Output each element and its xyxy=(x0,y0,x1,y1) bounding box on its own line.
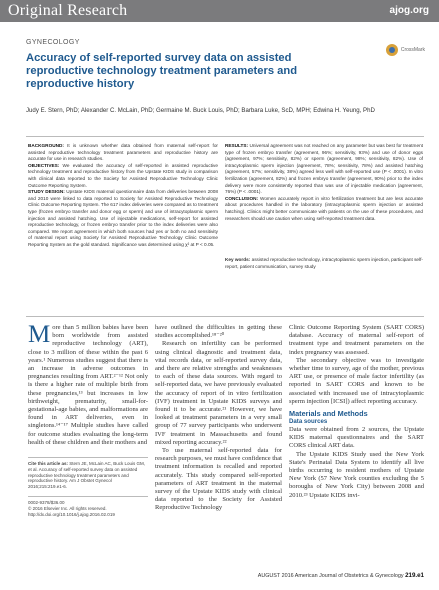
background-text: It is unknown whether data obtained from maternal self-report for assisted reproductive technology treatment parameters and reproductive history are accurate for use in research studies. xyxy=(28,143,218,162)
footer-journal: American Journal of Obstetrics & Gynecology xyxy=(294,573,404,579)
objectives-text: We evaluated the accuracy of self-reported in assisted reproductive technology treatment and reproductive history from the Upstate KIDS study in comparison with clinical data reported to the Society for Assisted Reproductive Technology Clinic Outcome Reporting System. xyxy=(28,162,218,188)
crossmark-icon xyxy=(386,44,398,56)
issn: 0002-9378/$36.00 xyxy=(28,500,65,505)
article-category: GYNECOLOGY xyxy=(26,39,80,46)
article-meta xyxy=(28,500,148,517)
data-sources-heading: Data sources xyxy=(289,418,328,426)
citation-block xyxy=(28,461,148,490)
abstract-background xyxy=(28,143,218,163)
citation-text: Stern JE, McLain AC, Buck Louis GM, et al. Accuracy of self-reported survey data on assisted reproductive technology treatment parameters and reproductive history. Am J Obstet Gynecol 2016;215:219.e1-6. xyxy=(28,461,146,490)
paragraph: Research on infertility can be performed using clinical diagnostic and treatment data, vital records data, or self-reported survey data, and there are relative strengths and weaknesses to each of these data sources. With regard to self-reported data, we have previously evaluated the accuracy of report of in vitro fertilization (IVF) treatment in Upstate KIDS surveys and found it to be accurate.²¹ However, we have looked at treatment parameters in a very small group of 77 survey participants who underwent IVF treatment in Massachusetts and found mixed reporting accuracy.²² xyxy=(155,340,282,446)
methods-heading: Materials and Methods xyxy=(289,409,368,419)
keywords-label: Key words: xyxy=(225,257,251,262)
paragraph: have outlined the difficulties in getting these studies accomplished.¹⁸⁻²⁰ xyxy=(155,324,282,340)
background-label: BACKGROUND: xyxy=(28,143,64,148)
abstract-objectives xyxy=(28,163,218,189)
keywords-text: assisted reproductive technology, intracytoplasmic sperm injection, participant self-report, patient communication, survey study xyxy=(225,257,423,269)
meta-divider xyxy=(28,496,148,497)
design-text: Upstate KIDS maternal questionnaire data from deliveries between 2008 and 2010 were linked to data reported to Society for Assisted Reproductive Technology Clinic Outcome Reporting System. The 617 index deliveries were compared as to treatment type (frozen embryo transfer and donor egg or sperm) and use of intracytoplasmic sperm injection and assisted hatching. Use of injectable medications, self-report for assisted reproductive technology, or frozen embryo transfer prior to the index deliveries were also compared. We report agreement in which both sources had yes or both no and sensitivity of maternal report using Society for Assisted Reproductive Technology Clinic Outcome Reporting System as the gold standard. Significance was determined using χ² at P < 0.05. xyxy=(28,189,218,247)
results-label: RESULTS: xyxy=(225,143,249,148)
objectives-label: OBJECTIVES: xyxy=(28,162,60,168)
conclusion-label: CONCLUSION: xyxy=(225,195,259,201)
abstract-bottom-divider xyxy=(26,316,424,317)
abstract-design xyxy=(28,189,218,248)
paragraph: The secondary objective was to investigate whether time to survey, age of the mother, previous ART use, or presence of male factor infertility (as reported in SART CORS and known to be associated with increased use of intracytoplasmic sperm injection [ICSI]) affect reporting accuracy. xyxy=(289,356,424,405)
author-list: Judy E. Stern, PhD; Alexander C. McLain, PhD; Germaine M. Buck Louis, PhD; Barbara Luke, ScD, MPH; Edwina H. Yeung, PhD xyxy=(26,107,375,114)
citation-label: Cite this article as: xyxy=(28,461,69,466)
journal-header-bar xyxy=(0,0,439,22)
crossmark-label: CrossMark xyxy=(400,47,425,53)
doi-link[interactable]: http://dx.doi.org/10.1016/j.ajog.2016.02.019 xyxy=(28,511,115,517)
design-label: STUDY DESIGN: xyxy=(28,189,65,195)
body-column-2 xyxy=(155,324,282,513)
page-number: 219.e1 xyxy=(405,572,424,579)
abstract-results xyxy=(225,143,423,196)
footer-month: AUGUST 2016 xyxy=(257,573,294,579)
article-title: Accuracy of self-reported survey data on assisted reproductive technology treatment parameters and reproductive history xyxy=(26,52,298,90)
paragraph: The Upstate KIDS Study used the New York State's Perinatal Data System to identify all live births occurring to resident mothers of Upstate New York (57 New York counties excluding the 5 boroughs of New York City) between 2008 and 2010.²³ Upstate KIDS invi- xyxy=(289,450,424,499)
intro-paragraph xyxy=(28,321,148,447)
body-column-1 xyxy=(28,321,148,447)
drop-cap: M xyxy=(28,321,51,348)
results-text: Universal agreement was not reached on any parameter but was best for treatment type of frozen embryo transfer (agreement, 96%; sensitivity, 93%) and use of donor eggs (agreement, 97%; sensitivity, 82%) or sperm (agreement, 98%; sensitivity, 82%). Use of intracytoplasmic sperm injection (agreement, 78%; sensitivity, 78%) and assisted hatching (agreement, 57%; sensitivity, 38%) agreed less well with self-reported use (P < .0001). In vitro fertilization (agreement, 82%) and frozen embryo transfer (agreement, 90%) prior to the index delivery were more consistently reported than was use of injectable medication (agreement, 76%) (P < .0001). xyxy=(225,143,423,195)
body-column-3 xyxy=(289,324,424,500)
abstract-top-divider xyxy=(26,136,424,137)
paragraph: To use maternal self-reported data for research purposes, we must have confidence that treatment information is recalled and reported accurately. This study compared self-reported parameters of ART treatment in the maternal survey of the Upstate KIDS study with clinical data reported to the Society for Assisted Reproductive Technology xyxy=(155,447,282,512)
section-title: Original Research xyxy=(8,2,128,19)
journal-site-link[interactable]: ajog.org xyxy=(389,5,429,16)
crossmark-button[interactable] xyxy=(386,44,425,56)
intro-text: ore than 5 million babies have been born worldwide from assisted reproductive technology (ART), close to 3 million of these within the past 6 years.¹ Numerous studies suggest that there is an increase in adverse outcomes in pregnancies resulting from ART.²⁻¹² Not only is there a higher rate of multiple birth from these pregnancies,¹³ but increases in low birthweight, prematurity, small-for-gestational-age babies, and malformations are found in ART deliveries, even in singletons.¹⁴⁻¹⁷ Multiple studies have called for outcome studies evaluating the long-term health of these children and their mothers and xyxy=(28,324,148,446)
abstract-conclusion xyxy=(225,196,423,222)
abstract-right-column xyxy=(225,143,423,222)
abstract-left-column xyxy=(28,143,218,249)
conclusion-text: Women accurately report in vitro fertilization treatment but are less accurate about procedures handled in the laboratory (intracytoplasmic sperm injection or assisted hatching). Clinics might better communicate with patients on the use of these procedures, and researchers should use caution when using self-reported treatment data. xyxy=(225,195,423,221)
copyright: © 2016 Elsevier Inc. All rights reserved. xyxy=(28,505,107,511)
paragraph: Data were obtained from 2 sources, the Upstate KIDS maternal questionnaires and the SART CORS clinical ART data. xyxy=(289,426,424,450)
citation-divider xyxy=(28,457,148,458)
paragraph: Clinic Outcome Reporting System (SART CORS) database. Accuracy of maternal self-report of treatment type and treatment parameters on the index pregnancy was assessed. xyxy=(289,324,424,356)
page-footer xyxy=(155,572,424,579)
keywords xyxy=(225,257,423,270)
